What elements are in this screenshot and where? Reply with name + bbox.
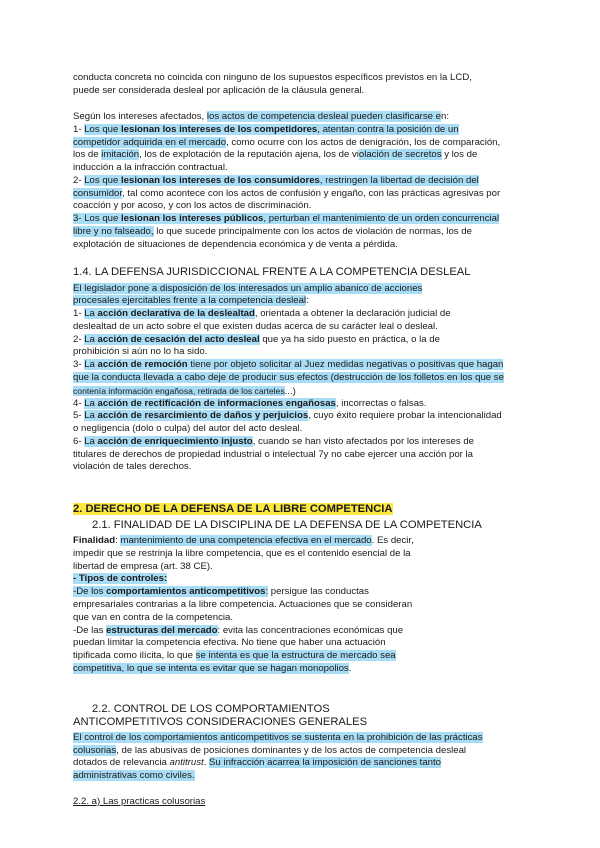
control-1-line-2: empresariales contrarias a la libre competencia. Actuaciones que se consideran: [73, 599, 413, 610]
action-4-line-1: 4- La acción de rectificación de informaciones engañosas, incorrectas o falsas.: [73, 398, 427, 409]
finalidad-line-2: impedir que se restrinja la libre competencia, que es el contenido esencial de la: [73, 548, 411, 559]
class-item-2-line-3: coacción y por acoso, y con los actos de discriminación.: [73, 200, 312, 211]
action-6-line-3: violación de tales derechos.: [73, 461, 192, 472]
s14-paragraph-line-2: procesales ejercitables frente a la competencia desleal:: [73, 295, 309, 306]
section-1-4-title: 1.4. LA DEFENSA JURISDICCIONAL FRENTE A LA COMPETENCIA DESLEAL: [73, 266, 471, 278]
action-5-line-2: o negligencia (dolo o culpa) del autor del acto desleal.: [73, 423, 303, 434]
class-item-1-line-3: los de imitación, los de explotación de la reputación ajena, los de violación de secretos y los de: [73, 149, 478, 160]
action-1-line-1: 1- La acción declarativa de la deslealtad, orientada a obtener la declaración judicial de: [73, 308, 451, 319]
class-item-1-line-4: inducción a la infracción contractual.: [73, 162, 228, 173]
class-item-2-line-1: 2- Los que lesionan los intereses de los consumidores, restringen la libertad de decisión del: [73, 175, 479, 186]
control-2-line-2: puedan limitar la competencia efectiva. No tiene que haber una actuación: [73, 637, 386, 648]
section-2-2-title-line-2: ANTICOMPETITIVOS CONSIDERACIONES GENERALES: [73, 716, 368, 728]
section-2-title: 2. DERECHO DE LA DEFENSA DE LA LIBRE COMPETENCIA: [73, 503, 393, 515]
section-2-1-title: 2.1. FINALIDAD DE LA DISCIPLINA DE LA DEFENSA DE LA COMPETENCIA: [92, 519, 482, 531]
s22-paragraph-line-2: colusorias, de las abusivas de posiciones dominantes y de los actos de competencia desleal: [73, 745, 467, 756]
action-5-line-1: 5- La acción de resarcimiento de daños y perjuicios, cuyo éxito requiere probar la intencionalidad: [73, 410, 502, 421]
control-1-line-3: que van en contra de la competencia.: [73, 612, 234, 623]
class-item-3-line-2: libre y no falseado, lo que sucede principalmente con los actos de violación de normas, los de: [73, 226, 472, 237]
section-2-2-title-line-1: 2.2. CONTROL DE LOS COMPORTAMIENTOS: [92, 703, 330, 715]
intro-line-1: conducta concreta no coincida con ninguno de los supuestos específicos previstos en la LCD,: [73, 72, 472, 83]
intro-line-2: puede ser considerada desleal por aplicación de la cláusula general.: [73, 85, 365, 96]
tipos-controles-heading: - Tipos de controles:: [73, 573, 168, 584]
finalidad-line-1: Finalidad: mantenimiento de una competencia efectiva en el mercado. Es decir,: [73, 535, 414, 546]
action-6-line-2: titulares de derechos de propiedad industrial o intelectual 7y no cabe ejercer una acción por la: [73, 449, 473, 460]
class-item-1-line-2: competidor adquirida en el mercado, como ocurre con los actos de denigración, los de comparación,: [73, 137, 501, 148]
practicas-colusorias-link[interactable]: 2.2. a) Las practicas colusorias: [73, 796, 206, 807]
class-item-2-line-2: consumidor, tal como acontece con los actos de confusión y engaño, con las prácticas agresivas por: [73, 188, 501, 199]
control-2-line-4: competitiva, lo que se intenta es evitar que se hagan monopolios.: [73, 663, 352, 674]
action-3-line-3: contenía información engañosa, retirada de los carteles...): [73, 386, 296, 397]
s14-paragraph-line-1: El legislador pone a disposición de los interesados un amplio abanico de acciones: [73, 283, 423, 294]
action-3-line-1: 3- La acción de remoción tiene por objeto solicitar al Juez medidas negativas o positivas que hagan: [73, 359, 504, 370]
s22-paragraph-line-3: dotados de relevancia antitrust. Su infracción acarrea la imposición de sanciones tanto: [73, 757, 442, 768]
s22-paragraph-line-1: El control de los comportamientos anticompetitivos se sustenta en la prohibición de las prácticas: [73, 732, 483, 743]
s22-paragraph-line-4: administrativas como civiles.: [73, 770, 195, 781]
action-6-line-1: 6- La acción de enriquecimiento injusto, cuando se han visto afectados por los intereses de: [73, 436, 475, 447]
finalidad-line-3: libertad de empresa (art. 38 CE).: [73, 561, 213, 572]
classification-intro: Según los intereses afectados, los actos de competencia desleal pueden clasificarse en:: [73, 111, 450, 122]
control-2-line-1: -De las estructuras del mercado: evita las concentraciones económicas que: [73, 625, 404, 636]
action-2-line-1: 2- La acción de cesación del acto desleal que ya ha sido puesto en práctica, o la de: [73, 334, 440, 345]
control-2-line-3: tipificada como ilícita, lo que se intenta es que la estructura de mercado sea: [73, 650, 396, 661]
action-1-line-2: deslealtad de un acto sobre el que existen dudas acerca de su carácter leal o desleal.: [73, 321, 438, 332]
class-item-1-line-1: 1- Los que lesionan los intereses de los competidores, atentan contra la posición de un: [73, 124, 459, 135]
action-2-line-2: prohibición si aún no lo ha sido.: [73, 346, 208, 357]
class-item-3-line-1: 3- Los que lesionan los intereses públicos, perturban el mantenimiento de un orden concurrencial: [73, 213, 500, 224]
action-3-line-2: que la conducta llevada a cabo deje de producir sus efectos (destrucción de los folletos en los que se: [73, 372, 504, 383]
control-1-line-1: -De los comportamientos anticompetitivos: persigue las conductas: [73, 586, 369, 597]
class-item-3-line-3: explotación de situaciones de dependencia económica y de venta a pérdida.: [73, 239, 398, 250]
